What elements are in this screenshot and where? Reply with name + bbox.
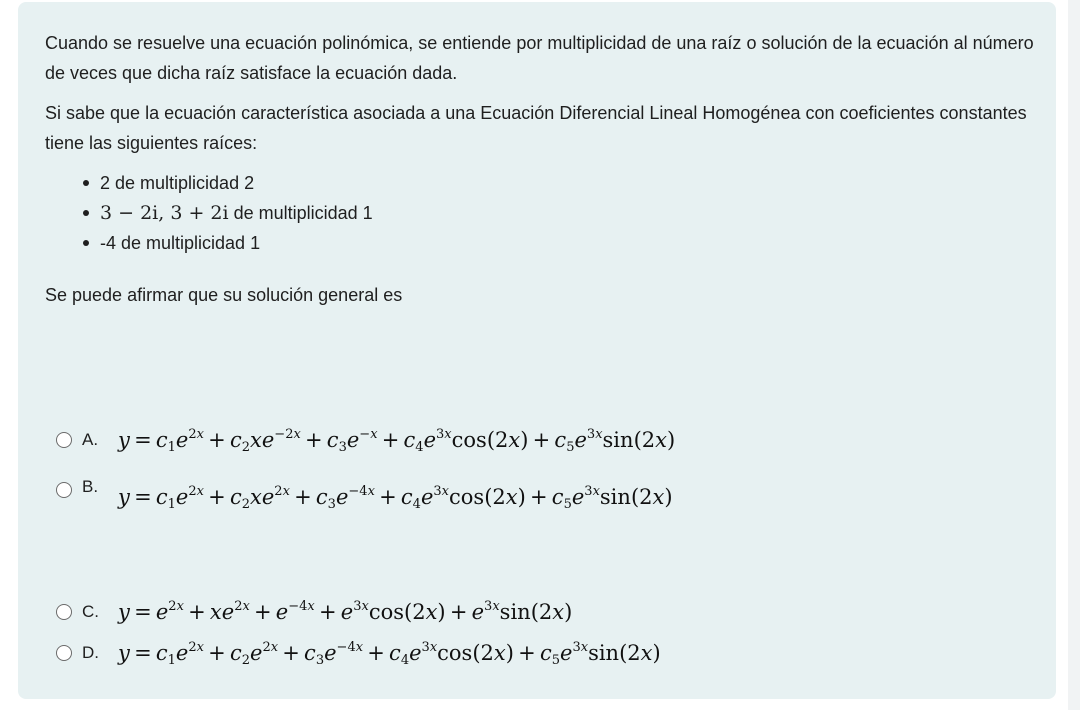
radio-button[interactable] — [56, 645, 72, 661]
option-formula: $y = e^{2x} + xe^{2x} + e^{-4x} + e^{3x}\cos(2x) + e^{3x}\sin(2x)$ — [118, 599, 573, 624]
list-item — [80, 168, 373, 198]
scrollbar-track[interactable] — [1068, 0, 1080, 710]
option-letter: C. — [82, 602, 99, 621]
option-formula: $y = c_1e^{2x} + c_2xe^{2x} + c_3e^{-4x} + c_4e^{3x}\cos(2x) + c_5e^{3x}\sin(2x)$ — [118, 484, 673, 512]
bullet-icon — [83, 240, 89, 246]
bullet-icon — [83, 180, 89, 186]
root-text: 2 de multiplicidad 2 — [100, 173, 255, 193]
option-a[interactable] — [56, 423, 675, 457]
root-math: 3 − 2i, 3 + 2i — [100, 202, 229, 224]
radio-button[interactable] — [56, 482, 72, 498]
roots-list — [80, 168, 373, 258]
root-text: de multiplicidad 1 — [228, 203, 373, 223]
radio-button[interactable] — [56, 604, 72, 620]
root-text: -4 de multiplicidad 1 — [100, 233, 261, 253]
option-letter: B. — [82, 477, 99, 496]
radio-button[interactable] — [56, 432, 72, 448]
option-c[interactable] — [56, 595, 572, 629]
option-d[interactable] — [56, 636, 661, 670]
option-b[interactable] — [56, 473, 673, 512]
question-prompt: Se puede afirmar que su solución general es — [45, 285, 403, 305]
option-letter: A. — [82, 430, 99, 449]
bullet-icon — [83, 210, 89, 216]
option-letter: D. — [82, 643, 99, 662]
option-formula: $y = c_1e^{2x} + c_2xe^{-2x} + c_3e^{-x} + c_4e^{3x}\cos(2x) + c_5e^{3x}\sin(2x)$ — [118, 427, 676, 455]
list-item — [80, 198, 373, 228]
question-paragraph-1: Cuando se resuelve una ecuación polinómica, se entiende por multiplicidad de una raíz o solución de la ecuación al número de veces que dicha raíz satisface la ecuación dada. — [45, 33, 1034, 83]
option-formula: $y = c_1e^{2x} + c_2e^{2x} + c_3e^{-4x} + c_4e^{3x}\cos(2x) + c_5e^{3x}\sin(2x)$ — [118, 640, 661, 668]
question-paragraph-2: Si sabe que la ecuación característica asociada a una Ecuación Diferencial Lineal Homogénea con coeficientes constantes tiene las siguientes raíces: — [45, 103, 1027, 153]
list-item — [80, 228, 373, 258]
